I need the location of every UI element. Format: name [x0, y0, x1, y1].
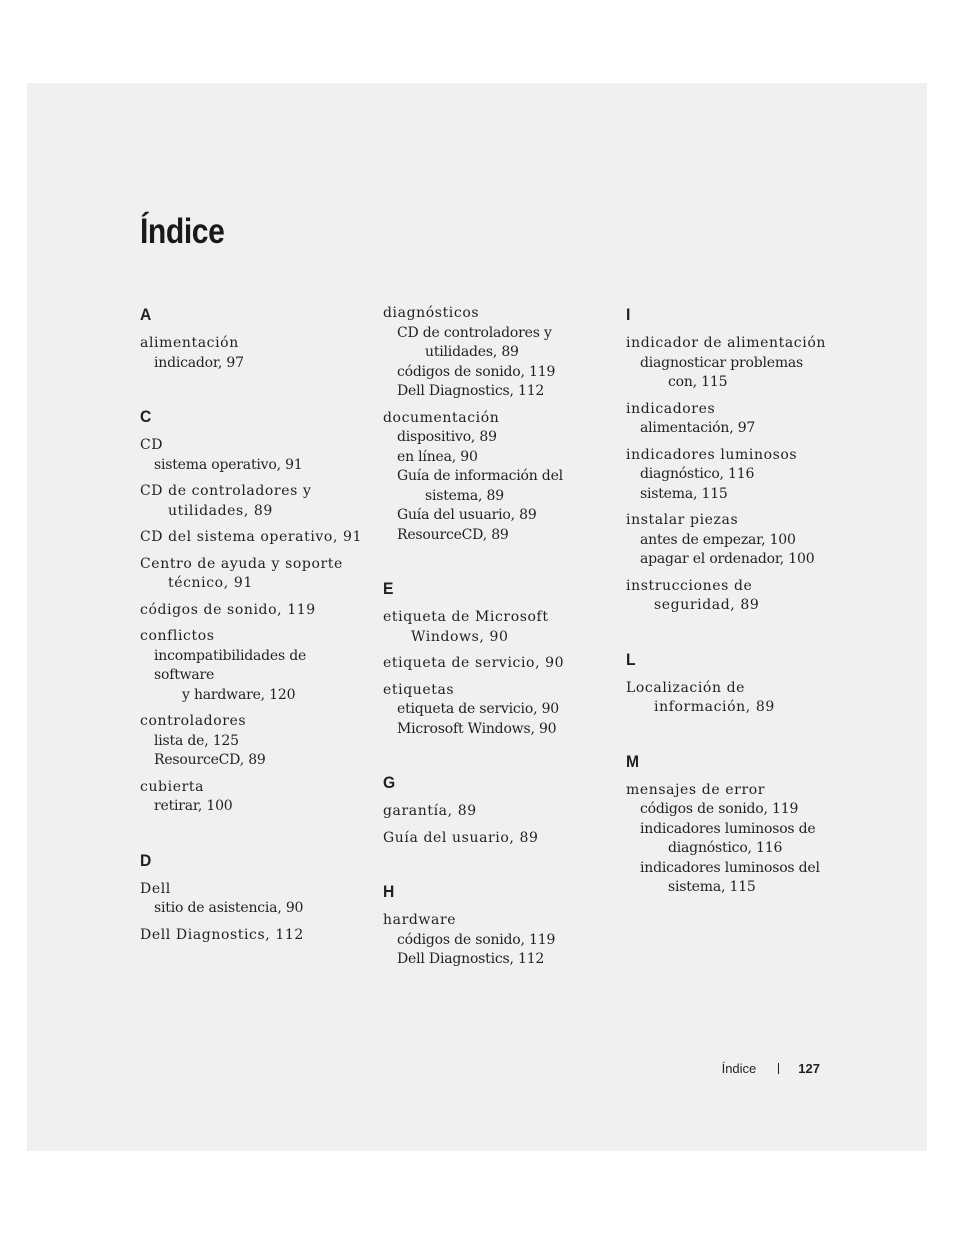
index-section [626, 305, 856, 616]
index-section [140, 851, 370, 946]
index-column-3 [626, 305, 856, 932]
index-section [383, 773, 613, 848]
entry-subterm: ResourceCD, 89 [397, 526, 509, 543]
index-entry [383, 802, 613, 822]
entry-subterm-continuation: sistema, 89 [425, 487, 504, 504]
page-footer [722, 1061, 820, 1076]
entry-term: códigos de sonido, 119 [140, 601, 316, 618]
footer-separator [778, 1063, 779, 1074]
entry-subterm: apagar el ordenador, 100 [640, 551, 815, 567]
entry-subterm: Guía del usuario, 89 [397, 507, 537, 523]
entry-term: alimentación [140, 335, 239, 351]
entry-subterm: retirar, 100 [154, 798, 233, 814]
entry-subterm: etiqueta de servicio, 90 [397, 701, 559, 717]
entry-term-continuation: utilidades, 89 [168, 502, 273, 519]
section-letter: I [626, 305, 631, 324]
entry-term: etiquetas [383, 681, 455, 698]
index-entry [383, 608, 613, 647]
entry-subterm: sistema, 115 [640, 485, 728, 502]
index-column-2 [383, 304, 613, 1004]
entry-subterm: Dell Diagnostics, 112 [397, 951, 545, 967]
section-letter: L [626, 649, 636, 669]
entry-term: mensajes de error [626, 781, 766, 798]
entry-subterm: sitio de asistencia, 90 [154, 900, 304, 916]
index-entry [140, 778, 370, 817]
section-letter: C [140, 407, 152, 426]
entry-subterm: incompatibilidades de software [154, 647, 307, 683]
index-entry [140, 482, 370, 521]
index-entry [626, 446, 856, 505]
index-entry [626, 781, 856, 898]
entry-term: cubierta [140, 778, 205, 795]
entry-term: etiqueta de servicio, 90 [383, 655, 565, 671]
entry-subterm-continuation: con, 115 [668, 374, 728, 390]
index-section [383, 882, 613, 970]
entry-subterm-continuation: utilidades, 89 [425, 344, 519, 360]
entry-term: instrucciones de [626, 577, 753, 594]
index-entry [383, 409, 613, 546]
index-entry [140, 601, 370, 621]
entry-term: indicador de alimentación [626, 335, 826, 351]
entry-subterm: CD de controladores y [397, 324, 552, 341]
index-entry [383, 304, 613, 402]
entry-subterm-continuation: sistema, 115 [668, 879, 756, 895]
page-number: 127 [798, 1061, 820, 1076]
entry-term: hardware [383, 912, 457, 928]
entry-term-continuation: seguridad, 89 [654, 597, 760, 613]
index-section [140, 407, 370, 817]
entry-term: garantía, 89 [383, 803, 477, 819]
entry-subterm-continuation: y hardware, 120 [182, 686, 296, 703]
entry-term-continuation: técnico, 91 [168, 575, 253, 591]
index-entry [140, 880, 370, 919]
index-entry [626, 334, 856, 393]
index-section [383, 304, 613, 545]
entry-subterm: dispositivo, 89 [397, 429, 497, 445]
entry-subterm-continuation: diagnóstico, 116 [668, 840, 783, 856]
entry-term-continuation: Windows, 90 [411, 628, 509, 645]
index-entry [140, 926, 370, 946]
entry-subterm: indicadores luminosos del [640, 859, 820, 876]
index-entry [383, 681, 613, 740]
index-entry [626, 400, 856, 439]
page-title: Índice [140, 212, 225, 251]
entry-subterm: lista de, 125 [154, 732, 239, 749]
index-entry [140, 555, 370, 594]
index-entry [383, 911, 613, 970]
entry-subterm: Guía de información del [397, 468, 563, 484]
section-letter: M [626, 751, 640, 771]
index-entry [140, 528, 370, 548]
entry-subterm: Dell Diagnostics, 112 [397, 383, 545, 399]
index-entry [140, 436, 370, 475]
entry-term: controladores [140, 713, 247, 729]
index-entry [383, 829, 613, 849]
section-letter: G [383, 773, 396, 792]
entry-term: Localización de [626, 679, 746, 696]
entry-term-continuation: información, 89 [654, 699, 775, 715]
entry-subterm: diagnosticar problemas [640, 354, 804, 371]
entry-subterm: indicador, 97 [154, 354, 244, 371]
entry-term: conflictos [140, 628, 215, 644]
index-section [383, 579, 613, 739]
section-letter: D [140, 850, 152, 870]
entry-term: documentación [383, 409, 500, 426]
entry-term: CD de controladores y [140, 483, 312, 499]
entry-subterm: sistema operativo, 91 [154, 456, 303, 473]
entry-subterm: ResourceCD, 89 [154, 752, 266, 768]
entry-term: diagnósticos [383, 305, 480, 321]
entry-term: indicadores luminosos [626, 446, 798, 463]
index-entry [140, 627, 370, 705]
index-entry [383, 654, 613, 674]
index-entry [140, 334, 370, 373]
section-letter: H [383, 882, 395, 901]
entry-term: Dell [140, 880, 171, 897]
entry-subterm: códigos de sonido, 119 [397, 363, 556, 380]
entry-subterm: antes de empezar, 100 [640, 531, 796, 548]
footer-label: Índice [721, 1061, 757, 1076]
entry-subterm: alimentación, 97 [640, 420, 756, 436]
section-letter: E [383, 579, 394, 598]
entry-term: Guía del usuario, 89 [383, 829, 539, 846]
entry-subterm: diagnóstico, 116 [640, 466, 755, 482]
entry-term: CD [140, 437, 164, 453]
entry-term: etiqueta de Microsoft [383, 609, 549, 625]
index-entry [140, 712, 370, 771]
entry-subterm: en línea, 90 [397, 448, 478, 465]
index-column-1 [140, 305, 370, 979]
entry-subterm: Microsoft Windows, 90 [397, 720, 557, 737]
index-section [626, 650, 856, 718]
entry-term: Centro de ayuda y soporte [140, 555, 343, 572]
entry-subterm: indicadores luminosos de [640, 820, 816, 837]
index-entry [626, 679, 856, 718]
section-letter: A [140, 305, 152, 324]
index-section [626, 752, 856, 898]
entry-term: Dell Diagnostics, 112 [140, 926, 304, 943]
entry-term: CD del sistema operativo, 91 [140, 529, 363, 545]
entry-subterm: códigos de sonido, 119 [640, 801, 799, 817]
index-section [140, 305, 370, 373]
index-entry [626, 577, 856, 616]
entry-term: instalar piezas [626, 512, 739, 528]
entry-subterm: códigos de sonido, 119 [397, 931, 556, 948]
entry-term: indicadores [626, 400, 716, 417]
index-entry [626, 511, 856, 570]
